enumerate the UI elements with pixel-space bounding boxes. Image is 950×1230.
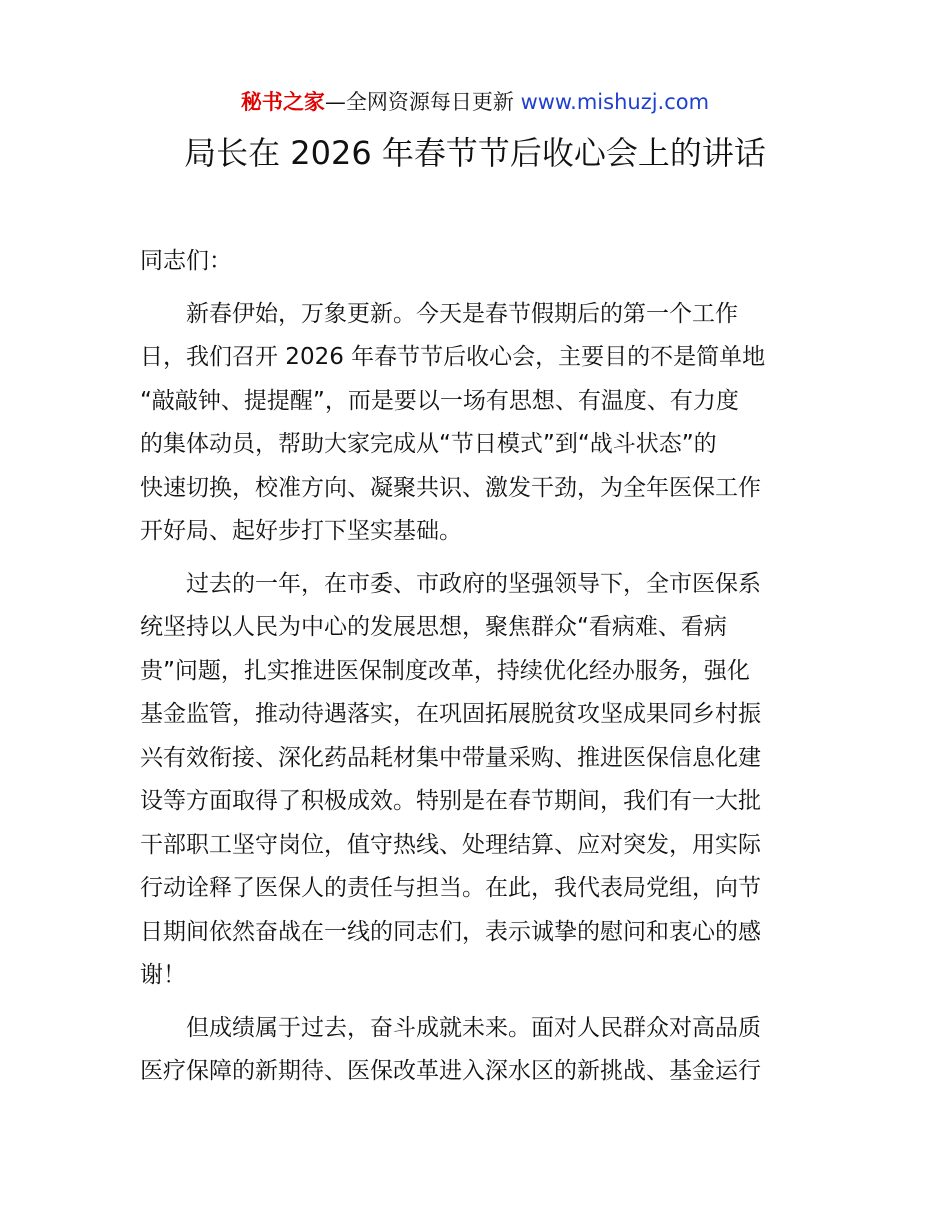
paragraph-line: 兴有效衔接、深化药品耗材集中带量采购、推进医保信息化建 bbox=[140, 744, 761, 771]
paragraph-line: 谢！ bbox=[140, 962, 186, 988]
paragraph-line: 日，我们召开 2026 年春节节后收心会，主要目的不是简单地 bbox=[140, 344, 766, 370]
paragraph-line: 快速切换，校准方向、凝聚共识、激发干劲，为全年医保工作 bbox=[140, 474, 761, 501]
paragraph-line: 日期间依然奋战在一线的同志们，表示诚挚的慰问和衷心的感 bbox=[140, 918, 761, 945]
header-slogan: —全网资源每日更新 bbox=[324, 90, 514, 114]
document-title: 局长在 2026 年春节节后收心会上的讲话 bbox=[184, 134, 766, 172]
paragraph-line: 的集体动员，帮助大家完成从“节日模式”到“战斗状态”的 bbox=[140, 431, 717, 457]
paragraph-line: 开好局、起好步打下坚实基础。 bbox=[140, 518, 462, 544]
paragraph-line: 干部职工坚守岗位，值守热线、处理结算、应对突发，用实际 bbox=[140, 831, 761, 858]
paragraph-3 bbox=[140, 1007, 812, 1094]
paragraph-line: “敲敲钟、提提醒”，而是要以一场有思想、有温度、有力度 bbox=[140, 387, 739, 414]
paragraph-line: 基金监管，推动待遇落实，在巩固拓展脱贫攻坚成果同乡村振 bbox=[140, 701, 761, 727]
paragraph-1 bbox=[140, 293, 812, 554]
paragraph-line: 但成绩属于过去，奋斗成就未来。面对人民群众对高品质 bbox=[186, 1014, 761, 1041]
paragraph-line: 过去的一年，在市委、市政府的坚强领导下，全市医保系 bbox=[186, 570, 761, 597]
brand-name: 秘书之家 bbox=[240, 90, 325, 114]
paragraph-2 bbox=[140, 563, 812, 998]
paragraph-line: 统坚持以人民为中心的发展思想，聚焦群众“看病难、看病 bbox=[140, 614, 727, 640]
paragraph-line: 设等方面取得了积极成效。特别是在春节期间，我们有一大批 bbox=[140, 788, 761, 814]
salutation: 同志们： bbox=[140, 248, 232, 274]
document-body bbox=[140, 240, 812, 1103]
website-link[interactable]: www.mishuzj.com bbox=[520, 90, 710, 114]
paragraph-line: 新春伊始，万象更新。今天是春节假期后的第一个工作 bbox=[186, 300, 738, 327]
paragraph-line: 贵”问题，扎实推进医保制度改革，持续优化经办服务，强化 bbox=[140, 657, 750, 684]
paragraph-line: 医疗保障的新期待、医保改革进入深水区的新挑战、基金运行 bbox=[140, 1058, 761, 1084]
site-header bbox=[0, 88, 950, 116]
paragraph-line: 行动诠释了医保人的责任与担当。在此，我代表局党组，向节 bbox=[140, 875, 761, 901]
